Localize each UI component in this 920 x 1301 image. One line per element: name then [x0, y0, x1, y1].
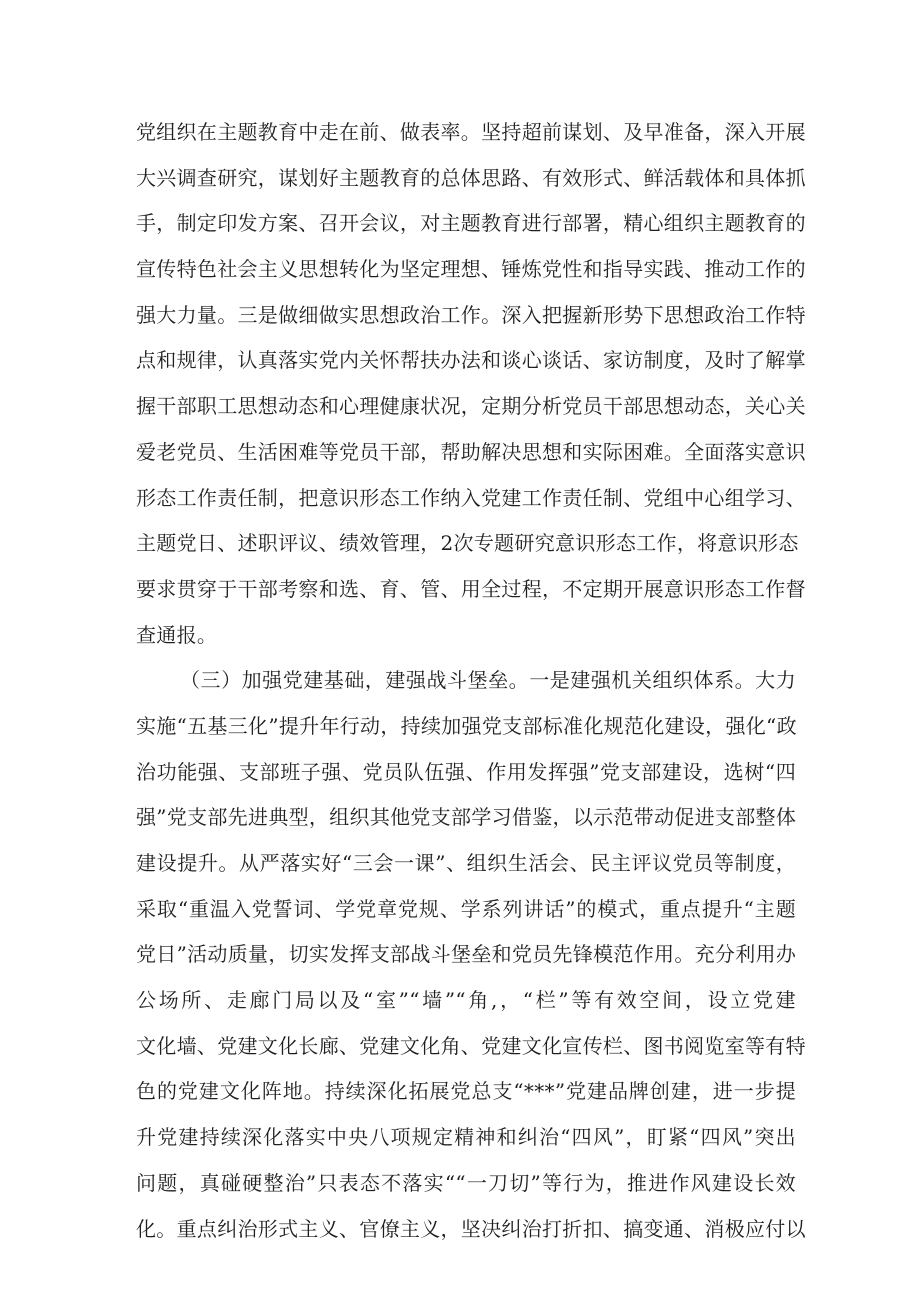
text-line: 色的党建文化阵地。持续深化拓展党总支“***”党建品牌创建，进一步提 — [136, 1079, 796, 1104]
text-line: 形态工作责任制，把意识形态工作纳入党建工作责任制、党组中心组学习、 — [136, 485, 806, 510]
text-line: 爱老党员、生活困难等党员干部，帮助解决思想和实际困难。全面落实意识 — [136, 439, 806, 464]
text-line: 实施“五基三化”提升年行动，持续加强党支部标准化规范化建设，强化“政 — [136, 713, 797, 738]
text-line: 主题党日、述职评议、绩效管理，2次专题研究意识形态工作，将意识形态 — [136, 531, 799, 556]
paragraph-last-line: 查通报。 — [136, 622, 218, 647]
text-line: 升党建持续深化落实中央八项规定精神和纠治“四风”，盯紧“四风”突出 — [136, 1125, 796, 1150]
text-line: 大兴调查研究，谋划好主题教育的总体思路、有效形式、鲜活载体和具体抓 — [136, 165, 806, 190]
text-line: 党组织在主题教育中走在前、做表率。坚持超前谋划、及早准备，深入开展 — [136, 120, 806, 144]
paragraph-first-line: （三）加强党建基础，建强战斗堡垒。一是建强机关组织体系。大力 — [180, 668, 796, 693]
text-line: 强大力量。三是做细做实思想政治工作。深入把握新形势下思想政治工作特 — [136, 302, 806, 327]
text-line: 问题，真碰硬整治”只表态不落实““一刀切”等行为，推进作风建设长效 — [136, 1170, 796, 1195]
text-line: 强”党支部先进典型，组织其他党支部学习借鉴，以示范带动促进支部整体 — [136, 805, 797, 830]
text-line: 握干部职工思想动态和心理健康状况，定期分析党员干部思想动态，关心关 — [136, 394, 806, 419]
text-line: 手，制定印发方案、召开会议，对主题教育进行部署，精心组织主题教育的 — [136, 211, 806, 236]
text-line: 宣传特色社会主义思想转化为坚定理想、锤炼党性和指导实践、推动工作的 — [136, 257, 806, 282]
text-line: 党日”活动质量，切实发挥支部战斗堡垒和党员先锋模范作用。充分利用办 — [136, 942, 797, 967]
text-line: 治功能强、支部班子强、党员队伍强、作用发挥强”党支部建设，选树“四 — [136, 759, 796, 784]
text-line: 公场所、走廊门局以及“室”“墙”“角,，“栏”等有效空间，设立党建 — [136, 988, 796, 1013]
text-line: 建设提升。从严落实好“三会一课”、组织生活会、民主评议党员等制度， — [136, 851, 796, 875]
text-line: 化。重点纠治形式主义、官僚主义，坚决纠治打折扣、搞变通、消极应付以 — [136, 1216, 806, 1241]
document-body — [136, 110, 806, 1252]
text-line: 点和规律，认真落实党内关怀帮扶办法和谈心谈话、家访制度，及时了解掌 — [136, 348, 806, 373]
text-line: 文化墙、党建文化长廊、党建文化角、党建文化宣传栏、图书阅览室等有特 — [136, 1033, 806, 1058]
text-line: 要求贯穿于干部考察和选、育、管、用全过程，不定期开展意识形态工作督 — [136, 576, 806, 601]
text-line: 采取“重温入党誓词、学党章党规、学系列讲话”的模式，重点提升“主题 — [136, 896, 796, 921]
